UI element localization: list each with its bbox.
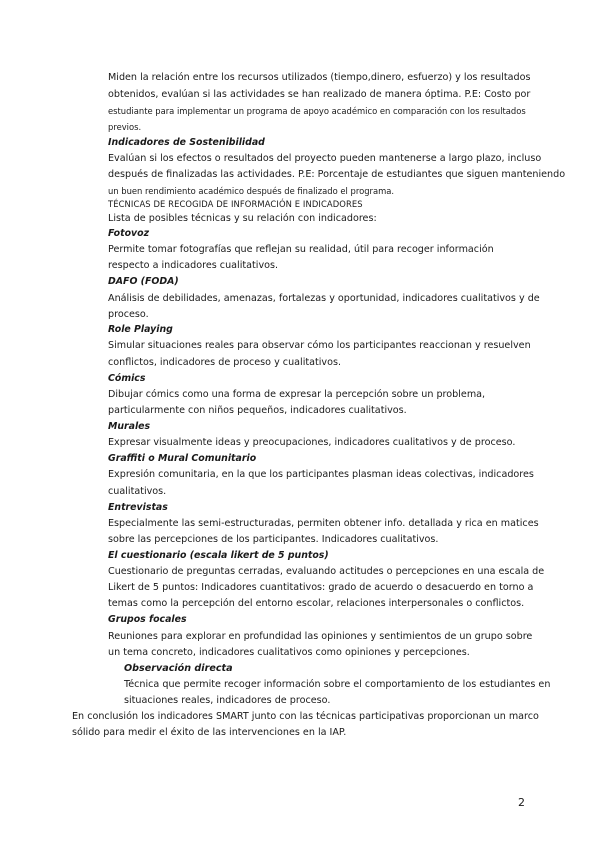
technique-heading-comics: Cómics — [108, 373, 146, 384]
technique-heading-fotovoz: Fotovoz — [108, 228, 150, 239]
technique-heading-entrevistas: Entrevistas — [108, 502, 168, 513]
technique-heading-grupos-focales: Grupos focales — [108, 614, 187, 625]
technique-heading-observacion: Observación directa — [124, 663, 233, 674]
text-line: Expresión comunitaria, en la que los participantes plasman ideas colectivas, indicadores — [108, 469, 534, 480]
section-heading-sustainability: Indicadores de Sostenibilidad — [108, 137, 265, 148]
text-line: Reuniones para explorar en profundidad las opiniones y sentimientos de un grupo sobre — [108, 631, 533, 642]
text-line: sobre las percepciones de los participantes. Indicadores cualitativos. — [108, 534, 439, 545]
page-number: 2 — [518, 796, 525, 809]
text-line: previos. — [108, 122, 142, 132]
text-line: estudiante para implementar un programa de apoyo académico en comparación con los resultados — [108, 106, 526, 116]
text-line: un buen rendimiento académico después de finalizado el programa. — [108, 186, 395, 196]
conclusion-line: sólido para medir el éxito de las intervenciones en la IAP. — [72, 727, 347, 738]
text-line: Miden la relación entre los recursos utilizados (tiempo,dinero, esfuerzo) y los resultados — [108, 72, 531, 83]
text-line: después de finalizadas las actividades. P.E: Porcentaje de estudiantes que siguen manteniendo — [108, 169, 566, 180]
text-line: proceso. — [108, 309, 149, 320]
text-line: situaciones reales, indicadores de proceso. — [124, 695, 331, 706]
technique-heading-cuestionario: El cuestionario (escala likert de 5 puntos) — [108, 550, 329, 561]
text-line: Dibujar cómics como una forma de expresar la percepción sobre un problema, — [108, 389, 486, 400]
section-heading-techniques: TÉCNICAS DE RECOGIDA DE INFORMACIÓN E INDICADORES — [108, 199, 363, 209]
text-line: Evalúan si los efectos o resultados del proyecto pueden mantenerse a largo plazo, incluso — [108, 153, 542, 164]
technique-heading-graffiti: Graffiti o Mural Comunitario — [108, 453, 257, 464]
text-line: Expresar visualmente ideas y preocupaciones, indicadores cualitativos y de proceso. — [108, 437, 516, 448]
text-line: Simular situaciones reales para observar cómo los participantes reaccionan y resuelven — [108, 340, 531, 351]
text-line: Cuestionario de preguntas cerradas, evaluando actitudes o percepciones en una escala de — [108, 566, 545, 577]
text-line: cualitativos. — [108, 486, 167, 497]
text-line: Especialmente las semi-estructuradas, permiten obtener info. detallada y rica en matices — [108, 518, 539, 529]
text-line: conflictos, indicadores de proceso y cualitativos. — [108, 357, 342, 368]
technique-heading-murales: Murales — [108, 421, 151, 432]
text-line: Permite tomar fotografías que reflejan su realidad, útil para recoger información — [108, 244, 494, 255]
conclusion-line: En conclusión los indicadores SMART junto con las técnicas participativas proporcionan un marco — [72, 711, 539, 722]
text-line: Análisis de debilidades, amenazas, fortalezas y oportunidad, indicadores cualitativos y de — [108, 293, 540, 304]
text-line: temas como la percepción del entorno escolar, relaciones interpersonales o conflictos. — [108, 598, 525, 609]
text-line: respecto a indicadores cualitativos. — [108, 260, 279, 271]
text-line: Likert de 5 puntos: Indicadores cuantitativos: grado de acuerdo o desacuerdo en torno a — [108, 582, 534, 593]
text-line: Técnica que permite recoger información sobre el comportamiento de los estudiantes en — [124, 679, 551, 690]
technique-heading-dafo: DAFO (FODA) — [108, 276, 179, 287]
text-line: obtenidos, evalúan si las actividades se han realizado de manera óptima. P.E: Costo por — [108, 89, 531, 100]
text-line: Lista de posibles técnicas y su relación con indicadores: — [108, 213, 377, 224]
technique-heading-role-playing: Role Playing — [108, 324, 173, 335]
text-line: particularmente con niños pequeños, indicadores cualitativos. — [108, 405, 407, 416]
text-line: un tema concreto, indicadores cualitativos como opiniones y percepciones. — [108, 647, 470, 658]
